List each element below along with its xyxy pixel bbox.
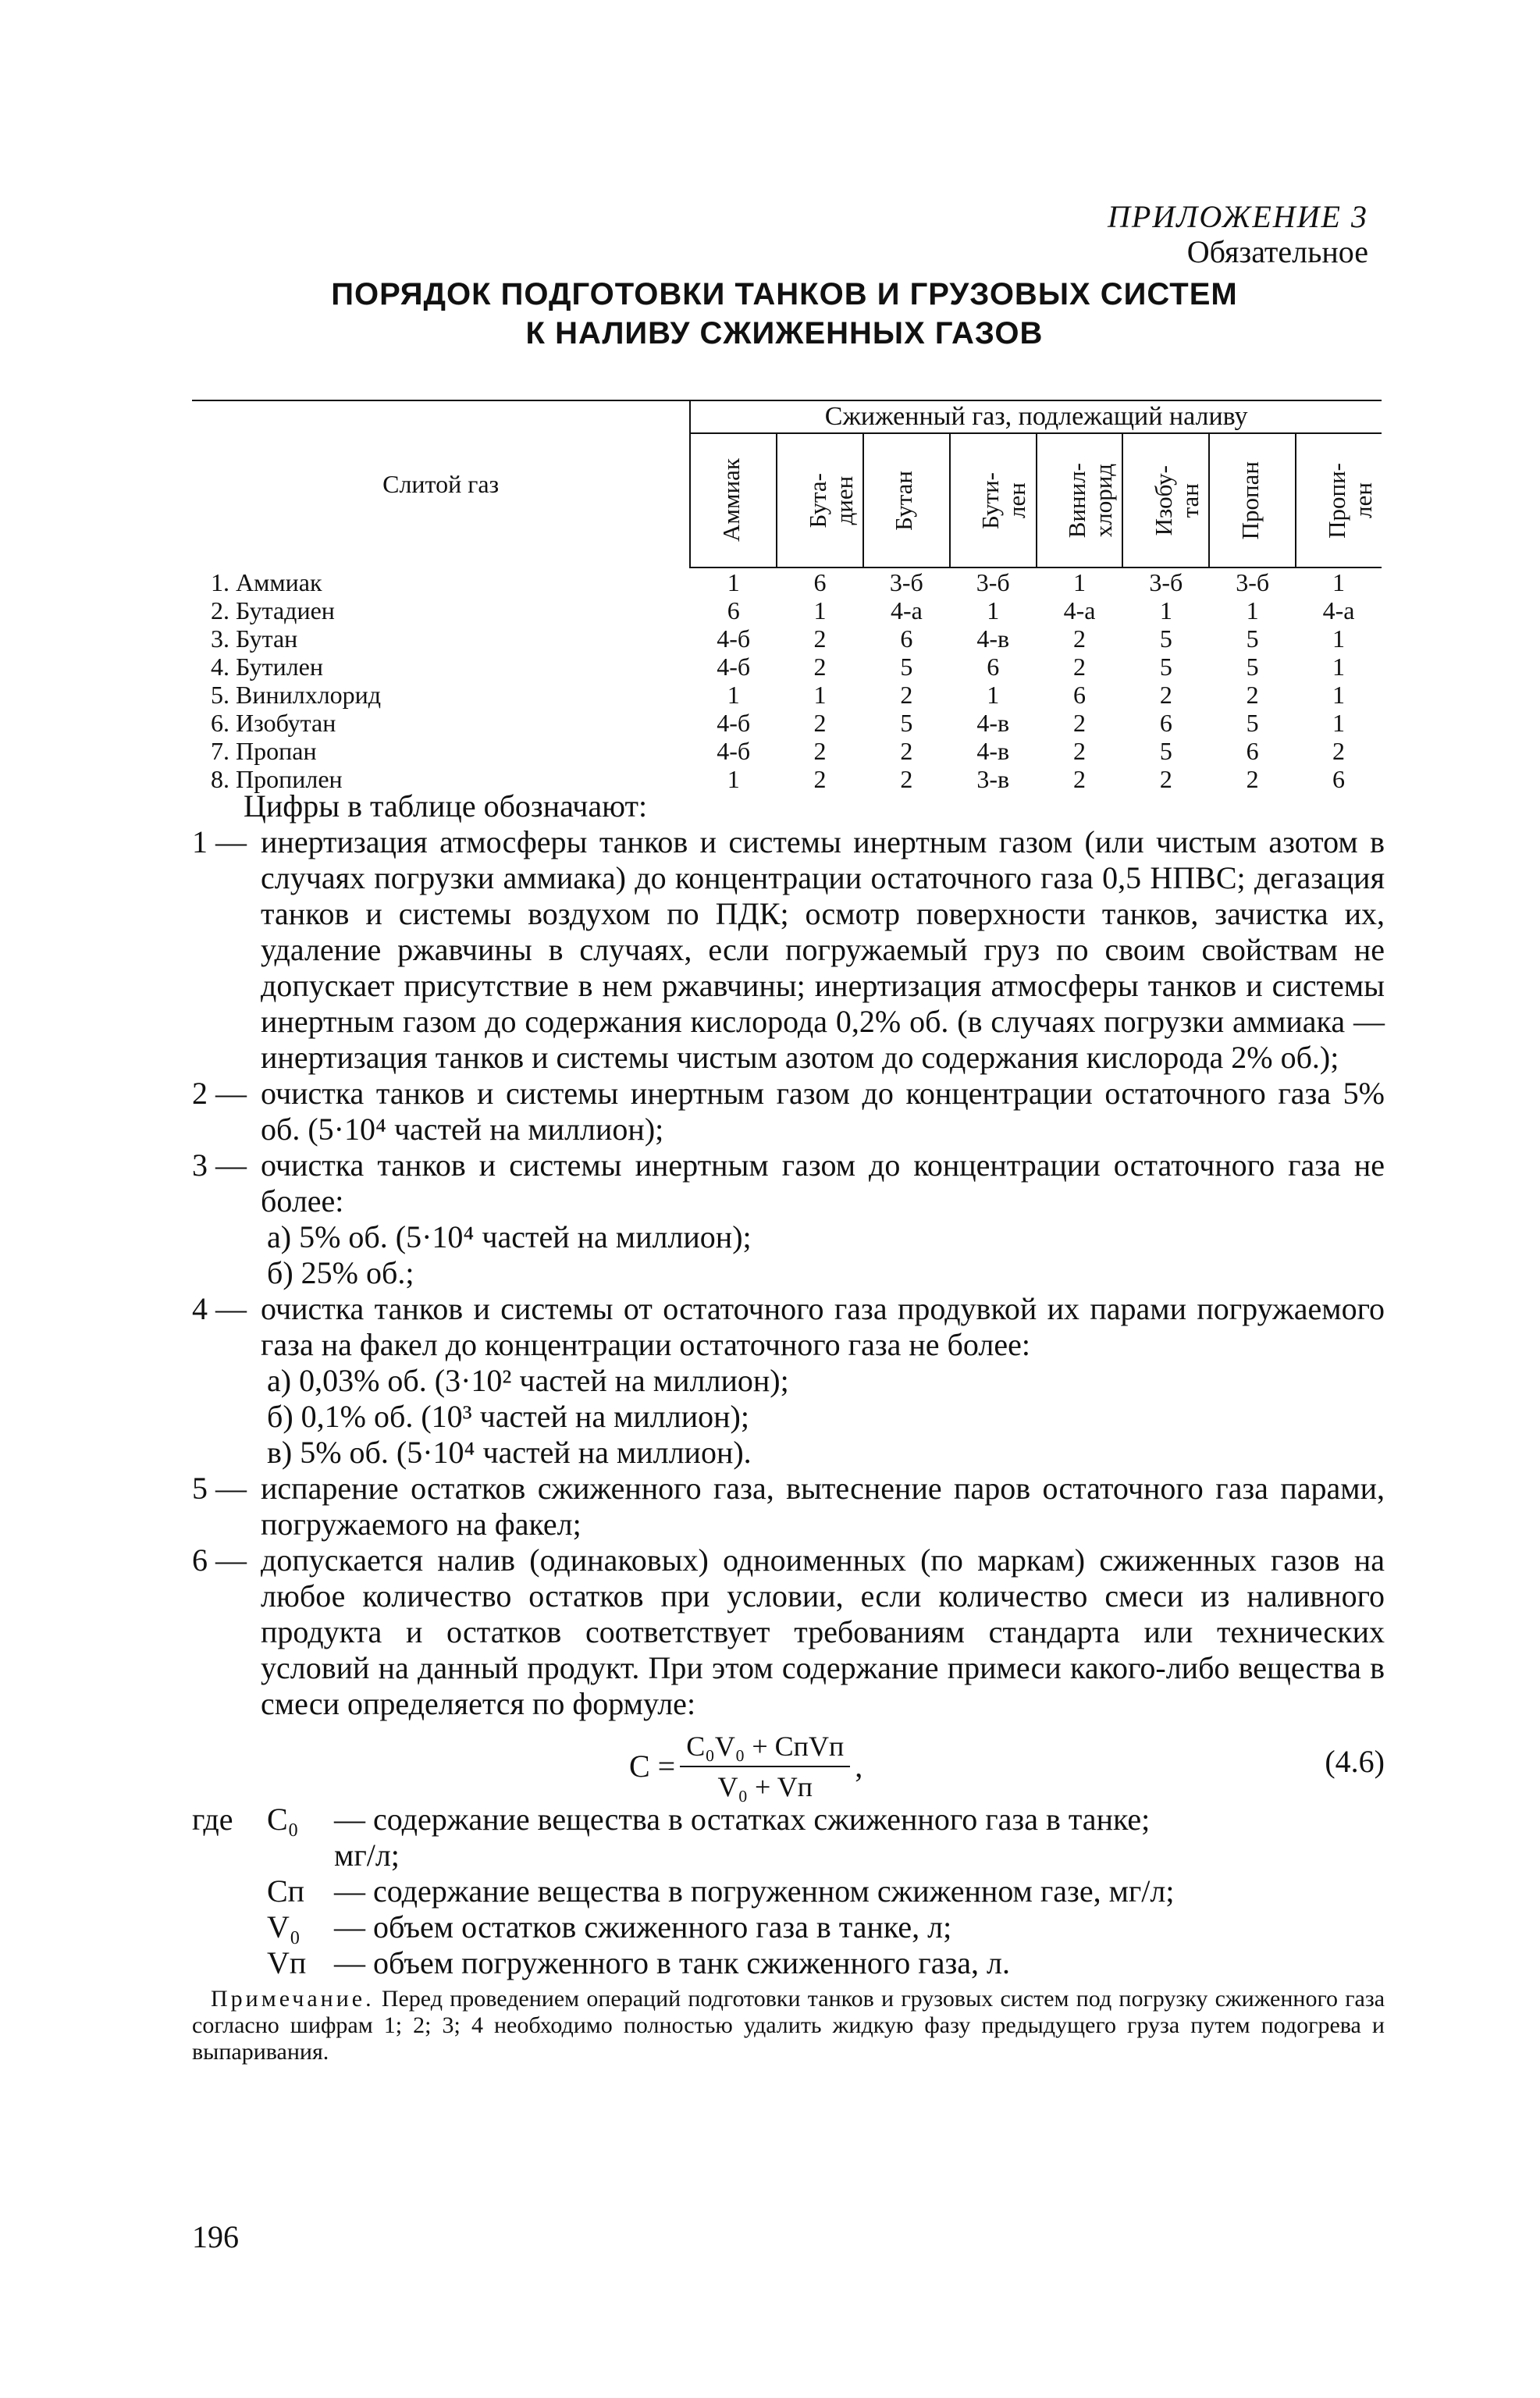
definition-text: — объем остатков сжиженного газа в танке, л;	[334, 1909, 952, 1944]
item-number: 5 —	[192, 1471, 247, 1506]
table-cell: 1	[1332, 568, 1346, 596]
table-cell: 5	[1246, 653, 1259, 681]
row-name: 3. Бутан	[211, 624, 298, 653]
table-cell: 5	[1159, 624, 1172, 653]
table-cell: 4-б	[717, 737, 751, 765]
column-header	[950, 433, 1037, 567]
gas-table-container	[192, 400, 1382, 793]
subitem: а) 5% об. (5·10⁴ частей на миллион);	[267, 1219, 752, 1254]
formula-row	[192, 1724, 1385, 1802]
subitem: в) 5% об. (5·10⁴ частей на миллион).	[267, 1435, 752, 1470]
definition-text: — содержание вещества в погруженном сжиженном газе, мг/л;	[334, 1873, 1175, 1909]
where-lead: где	[192, 1802, 233, 1837]
subitem: б) 25% об.;	[267, 1255, 414, 1290]
table-cell: 4-б	[717, 653, 751, 681]
list-item	[192, 824, 1385, 1076]
table-cell: 3-в	[976, 765, 1010, 793]
table-cell: 2	[1073, 709, 1087, 737]
stub-header: Слитой газ	[192, 400, 690, 567]
table-cell: 1	[813, 596, 827, 624]
column-header-label: Изобу- тан	[1149, 464, 1204, 536]
intro-line: Цифры в таблице обозначают:	[244, 788, 648, 824]
column-header-label: Бутан	[890, 470, 918, 531]
item-text: очистка танков и системы инертным газом до концентрации остаточного газа 5% об. (5·10⁴ частей на миллион);	[261, 1076, 1385, 1147]
table-cell: 4-а	[890, 596, 923, 624]
table-row	[192, 681, 1382, 709]
definition	[192, 1945, 1385, 1981]
item-number: 6 —	[192, 1542, 247, 1578]
table-cell: 5	[1246, 709, 1259, 737]
table-cell: 2	[1159, 765, 1172, 793]
list-item	[192, 1076, 1385, 1147]
column-header-label: Бута- диен	[803, 472, 858, 528]
column-header-label: Пропи- лен	[1322, 462, 1377, 539]
definition	[192, 1873, 1385, 1909]
list-item	[192, 1147, 1385, 1219]
table-cell: 2	[900, 681, 913, 709]
appendix-status: Обязательное	[1186, 233, 1368, 269]
definition-symbol: Vп	[267, 1945, 307, 1980]
item-text: испарение остатков сжиженного газа, вытеснение паров остаточного газа парами, погружаемого на факел;	[261, 1471, 1385, 1542]
subitem: а) 0,03% об. (3·10² частей на миллион);	[267, 1363, 789, 1398]
formula-comma: ,	[855, 1749, 863, 1784]
table-row	[192, 653, 1382, 681]
group-header: Сжиженный газ, подлежащий наливу	[690, 400, 1382, 433]
definition-symbol: Cп	[267, 1873, 305, 1909]
table-row	[192, 567, 1382, 596]
table-cell: 1	[987, 681, 1000, 709]
table-cell: 2	[1073, 653, 1087, 681]
table-cell: 4-в	[976, 624, 1010, 653]
where-definitions	[192, 1802, 1385, 1981]
row-name: 1. Аммиак	[211, 567, 322, 596]
row-name: 5. Винилхлорид	[211, 681, 382, 709]
table-cell: 6	[900, 624, 913, 653]
table-cell: 2	[813, 709, 827, 737]
formula-numerator: C₀V₀ + CпVп	[680, 1728, 850, 1767]
equation-number: (4.6)	[1325, 1744, 1385, 1779]
table-cell: 2	[813, 653, 827, 681]
formula-lhs: C =	[629, 1749, 676, 1784]
table-cell: 1	[987, 596, 1000, 624]
table-cell: 2	[1159, 681, 1172, 709]
table-cell: 2	[1073, 737, 1087, 765]
table-cell: 3-б	[1149, 568, 1183, 596]
table-cell: 6	[813, 568, 827, 596]
note-label: Примечание.	[211, 1986, 375, 2012]
column-header	[1296, 433, 1382, 567]
table-row	[192, 709, 1382, 737]
column-header	[1037, 433, 1123, 567]
row-name: 6. Изобутан	[211, 709, 336, 737]
table-cell: 2	[1073, 765, 1087, 793]
table-cell: 6	[1332, 765, 1346, 793]
item-number: 4 —	[192, 1291, 247, 1326]
item-text: инертизация атмосферы танков и системы инертным газом (или чистым азотом в случаях погрузки аммиака) до концентрации остаточного газа 0,5 НПВС; дегазация танков и системы воздухом по ПДК; осмотр поверхности танков, зачистка их, удаление ржавчины в случаях, если погружаемый груз по своим свойствам не допускает присутствие в нем ржавчины; инертизация атмосферы танков и системы инертным газом до содержания кислорода 0,2% об. (в случаях погрузки аммиака — инертизация танков и системы чистым азотом до содержания кислорода 2% об.);	[261, 824, 1385, 1075]
where-lead	[192, 1945, 267, 1981]
where-lead	[192, 1873, 267, 1909]
table-cell: 2	[900, 737, 913, 765]
column-header	[777, 433, 863, 567]
table-row	[192, 624, 1382, 653]
table-cell: 4-б	[717, 709, 751, 737]
definition-text: — содержание вещества в остатках сжиженного газа в танке;	[334, 1802, 1151, 1837]
table-cell: 3-б	[889, 568, 923, 596]
table-cell: 4-а	[1063, 596, 1096, 624]
table-cell: 1	[1332, 681, 1346, 709]
title-line-1: ПОРЯДОК ПОДГОТОВКИ ТАНКОВ И ГРУЗОВЫХ СИСТЕМ	[331, 277, 1238, 311]
table-cell: 4-б	[717, 624, 751, 653]
row-name: 8. Пропилен	[211, 765, 343, 793]
table-header-row	[192, 400, 1382, 433]
table-row	[192, 737, 1382, 765]
subitems-3	[261, 1219, 1385, 1291]
table-cell: 4-в	[976, 709, 1010, 737]
table-cell: 1	[727, 681, 740, 709]
list-item	[192, 1471, 1385, 1542]
definition-symbol: C₀	[267, 1802, 299, 1837]
table-cell: 1	[813, 681, 827, 709]
table-cell: 5	[900, 653, 913, 681]
table-cell: 3-б	[976, 568, 1010, 596]
column-header-label: Пропан	[1236, 461, 1264, 540]
where-lead	[192, 1838, 267, 1873]
item-number: 3 —	[192, 1147, 247, 1183]
table-cell: 2	[1246, 681, 1259, 709]
formula	[629, 1728, 862, 1805]
note-text: Перед проведением операций подготовки танков и грузовых систем под погрузку сжиженного газа согласно шифрам 1; 2; 3; 4 необходимо полностью удалить жидкую фазу предыдущего груза путем подогрева и выпаривания.	[192, 1986, 1385, 2065]
table-cell: 1	[1246, 596, 1259, 624]
table-cell: 2	[900, 765, 913, 793]
table-row	[192, 596, 1382, 624]
column-header-label: Аммиак	[717, 458, 745, 543]
document-title	[187, 275, 1382, 353]
column-header-label: Винил- хлорид	[1063, 462, 1118, 539]
table-cell: 6	[1246, 737, 1259, 765]
table-cell: 6	[987, 653, 1000, 681]
table-cell: 4-а	[1322, 596, 1355, 624]
item-number: 2 —	[192, 1076, 247, 1111]
appendix-label	[1108, 200, 1368, 270]
list-item	[192, 1291, 1385, 1363]
table-cell: 2	[813, 624, 827, 653]
definition-symbol: V₀	[267, 1909, 301, 1944]
row-name: 2. Бутадиен	[211, 596, 335, 624]
note	[192, 1986, 1385, 2065]
column-header-label: Бути- лен	[976, 471, 1031, 529]
table-cell: 1	[1073, 568, 1087, 596]
appendix-number: ПРИЛОЖЕНИЕ 3	[1108, 199, 1368, 234]
table-cell: 1	[727, 765, 740, 793]
item-number: 1 —	[192, 824, 247, 859]
table-cell: 3-б	[1236, 568, 1270, 596]
list-item	[192, 1542, 1385, 1722]
table-cell: 1	[727, 568, 740, 596]
title-line-2: К НАЛИВУ СЖИЖЕННЫХ ГАЗОВ	[525, 316, 1044, 350]
table-cell: 5	[900, 709, 913, 737]
definition	[192, 1838, 1385, 1873]
where-lead	[192, 1909, 267, 1945]
column-header	[1122, 433, 1209, 567]
column-header	[1209, 433, 1296, 567]
table-cell: 2	[1332, 737, 1346, 765]
table-cell: 1	[1332, 624, 1346, 653]
table-cell: 5	[1159, 653, 1172, 681]
column-header	[690, 433, 777, 567]
column-header	[863, 433, 950, 567]
formula-fraction	[680, 1728, 850, 1805]
subitem: б) 0,1% об. (10³ частей на миллион);	[267, 1399, 749, 1434]
table-cell: 2	[813, 765, 827, 793]
definition	[192, 1909, 1385, 1945]
table-cell: 5	[1246, 624, 1259, 653]
page-number: 196	[192, 2219, 239, 2254]
table-cell: 6	[727, 596, 740, 624]
definition-text: — объем погруженного в танк сжиженного газа, л.	[334, 1945, 1010, 1980]
table-cell: 5	[1159, 737, 1172, 765]
table-cell: 2	[1246, 765, 1259, 793]
definition-symbol	[267, 1838, 334, 1873]
table-body	[192, 567, 1382, 793]
table-cell: 2	[1073, 624, 1087, 653]
table-cell: 1	[1332, 653, 1346, 681]
definition	[192, 1802, 1385, 1838]
item-text: допускается налив (одинаковых) одноименных (по маркам) сжиженных газов на любое количество остатков при условии, если количество смеси из наливного продукта и остатков соответствует требованиям стандарта или технических условий на данный продукт. При этом содержание примеси какого-либо вещества в смеси определяется по формуле:	[261, 1542, 1385, 1721]
table-cell: 6	[1073, 681, 1087, 709]
formula-denominator: V₀ + Vп	[717, 1771, 813, 1802]
body-text	[192, 788, 1385, 2065]
table-cell: 4-в	[976, 737, 1010, 765]
gas-table	[192, 400, 1382, 793]
table-cell: 1	[1332, 709, 1346, 737]
row-name: 7. Пропан	[211, 737, 317, 765]
table-cell: 2	[813, 737, 827, 765]
table-cell: 1	[1159, 596, 1172, 624]
row-name: 4. Бутилен	[211, 653, 323, 681]
subitems-4	[261, 1363, 1385, 1471]
item-text: очистка танков и системы от остаточного газа продувкой их парами погружаемого газа на факел до концентрации остаточного газа не более:	[261, 1291, 1385, 1362]
table-cell: 6	[1159, 709, 1172, 737]
definition-text: мг/л;	[334, 1838, 400, 1873]
item-text: очистка танков и системы инертным газом до концентрации остаточного газа не более:	[261, 1147, 1385, 1219]
